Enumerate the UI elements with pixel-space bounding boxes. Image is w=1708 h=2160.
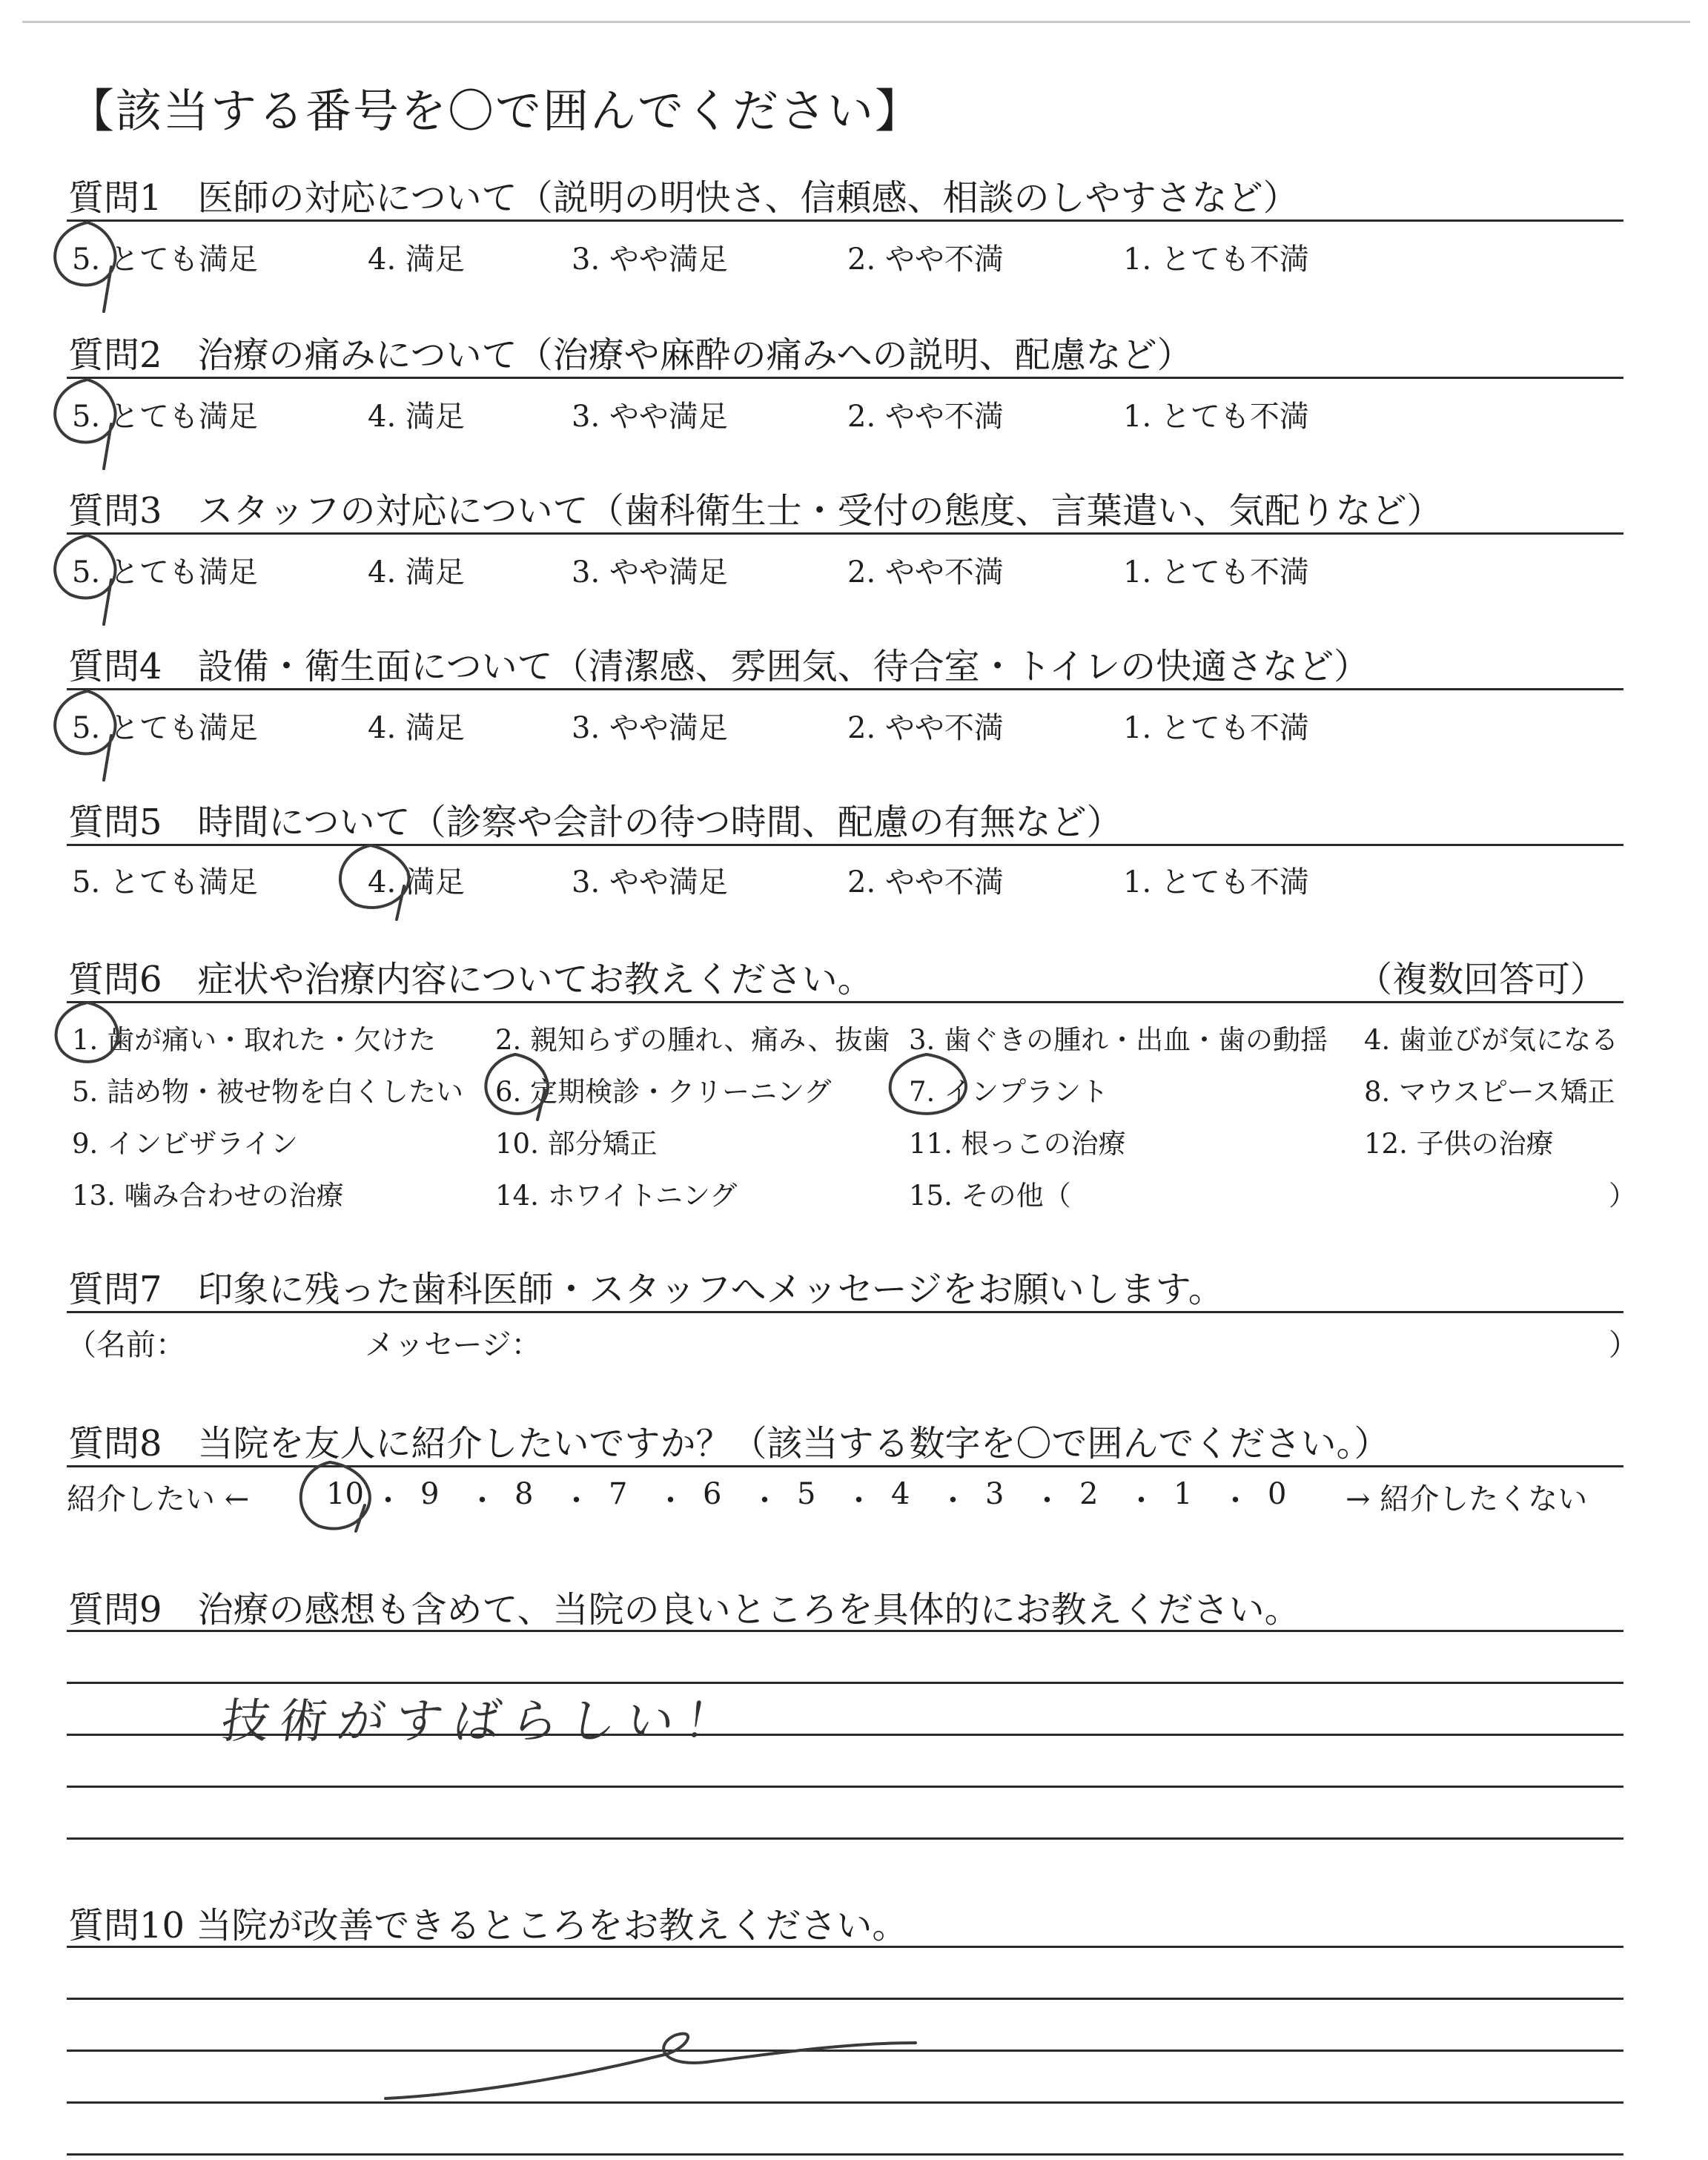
- rule: [67, 377, 1623, 379]
- q6-option-2[interactable]: 2. 親知らずの腫れ、痛み、抜歯: [495, 1024, 890, 1056]
- scale-value-3[interactable]: 3: [985, 1477, 1004, 1511]
- top-rule: [22, 21, 1690, 23]
- scale-separator: ・: [1032, 1484, 1062, 1518]
- question-6-heading: 質問6 症状や治療内容についてお教えください。: [68, 959, 873, 1000]
- scale-value-4[interactable]: 4: [891, 1477, 910, 1511]
- q6-option-15[interactable]: 15. その他（: [909, 1180, 1071, 1212]
- rule: [67, 844, 1623, 846]
- q1-option-4[interactable]: 4. 満足: [368, 242, 465, 277]
- name-label: （名前：: [67, 1328, 185, 1362]
- scale-separator: ・: [938, 1484, 968, 1518]
- q1-option-5[interactable]: 5. とても満足: [72, 242, 258, 277]
- rule: [67, 1311, 1623, 1313]
- q2-option-4[interactable]: 4. 満足: [368, 400, 465, 434]
- q6-option-3[interactable]: 3. 歯ぐきの腫れ・出血・歯の動揺: [909, 1024, 1328, 1056]
- q2-option-2[interactable]: 2. やや不満: [847, 400, 1004, 434]
- recommend-left-label: 紹介したい ←: [67, 1482, 250, 1516]
- q1-option-1[interactable]: 1. とても不満: [1123, 242, 1309, 277]
- q4-option-1[interactable]: 1. とても不満: [1123, 711, 1309, 745]
- q5-option-5[interactable]: 5. とても満足: [72, 865, 258, 899]
- rule: [67, 1001, 1623, 1003]
- q6-option-4[interactable]: 4. 歯並びが気になる: [1364, 1024, 1619, 1056]
- answer-line: [67, 2101, 1623, 2104]
- q1-option-2[interactable]: 2. やや不満: [847, 242, 1004, 277]
- q4-option-5[interactable]: 5. とても満足: [72, 711, 258, 745]
- q4-option-4[interactable]: 4. 満足: [368, 711, 465, 745]
- q2-option-3[interactable]: 3. やや満足: [572, 400, 728, 434]
- q1-option-3[interactable]: 3. やや満足: [572, 242, 728, 277]
- scale-separator: ・: [373, 1484, 403, 1518]
- q6-option-1[interactable]: 1. 歯が痛い・取れた・欠けた: [72, 1024, 437, 1056]
- question-8-heading: 質問8 当院を友人に紹介したいですか？（該当する数字を〇で囲んでください。）: [68, 1423, 1390, 1464]
- answer-line: [67, 1998, 1623, 2000]
- question-1-heading: 質問1 医師の対応について（説明の明快さ、信頼感、相談のしやすさなど）: [68, 177, 1299, 219]
- question-9-heading: 質問9 治療の感想も含めて、当院の良いところを具体的にお教えください。: [68, 1589, 1300, 1631]
- answer-line: [67, 2050, 1623, 2052]
- q3-option-3[interactable]: 3. やや満足: [572, 555, 728, 589]
- answer-line: [67, 2153, 1623, 2156]
- scale-separator: ・: [1126, 1484, 1156, 1518]
- answer-line: [67, 1837, 1623, 1840]
- scale-value-2[interactable]: 2: [1079, 1477, 1099, 1511]
- scale-value-7[interactable]: 7: [609, 1477, 628, 1511]
- scale-separator: ・: [1220, 1484, 1251, 1518]
- q5-option-2[interactable]: 2. やや不満: [847, 865, 1004, 899]
- scale-value-5[interactable]: 5: [797, 1477, 816, 1511]
- rule: [67, 1946, 1623, 1948]
- multiple-answers-note: （複数回答可）: [1357, 959, 1606, 1000]
- q4-option-3[interactable]: 3. やや満足: [572, 711, 728, 745]
- scale-value-10[interactable]: 10: [326, 1477, 364, 1511]
- scale-separator: ・: [655, 1484, 686, 1518]
- rule: [67, 1465, 1623, 1467]
- message-label: メッセージ：: [365, 1328, 541, 1362]
- rule: [67, 688, 1623, 690]
- q6-option-7[interactable]: 7. インプラント: [909, 1076, 1109, 1108]
- q6-option-8[interactable]: 8. マウスピース矯正: [1364, 1076, 1615, 1108]
- scale-value-0[interactable]: 0: [1268, 1477, 1287, 1511]
- q3-option-5[interactable]: 5. とても満足: [72, 555, 258, 589]
- message-close-paren: ）: [1609, 1328, 1638, 1362]
- question-5-heading: 質問5 時間について（診察や会計の待つ時間、配慮の有無など）: [68, 802, 1122, 843]
- q6-option-12[interactable]: 12. 子供の治療: [1364, 1128, 1554, 1160]
- q6-other-close-paren: ）: [1609, 1180, 1636, 1212]
- q6-option-14[interactable]: 14. ホワイトニング: [495, 1180, 738, 1212]
- q9-handwritten-answer[interactable]: 技術がすばらしい！: [217, 1694, 747, 1749]
- form-title: 【該当する番号を〇で囲んでください】: [68, 84, 923, 138]
- q10-scribble: [385, 2034, 916, 2098]
- question-3-heading: 質問3 スタッフの対応について（歯科衛生士・受付の態度、言葉遣い、気配りなど）: [68, 490, 1443, 532]
- q5-option-3[interactable]: 3. やや満足: [572, 865, 728, 899]
- q5-option-1[interactable]: 1. とても不満: [1123, 865, 1309, 899]
- scale-value-1[interactable]: 1: [1174, 1477, 1193, 1511]
- q5-option-4[interactable]: 4. 満足: [368, 865, 465, 899]
- scale-separator: ・: [844, 1484, 874, 1518]
- question-7-heading: 質問7 印象に残った歯科医師・スタッフへメッセージをお願いします。: [68, 1269, 1224, 1310]
- rule: [67, 532, 1623, 535]
- rule: [67, 1630, 1623, 1632]
- recommend-right-label: → 紹介したくない: [1345, 1482, 1588, 1516]
- question-10-heading: 質問10 当院が改善できるところをお教えください。: [68, 1905, 908, 1946]
- rule: [67, 219, 1623, 222]
- q3-option-1[interactable]: 1. とても不満: [1123, 555, 1309, 589]
- q4-option-2[interactable]: 2. やや不満: [847, 711, 1004, 745]
- scale-value-6[interactable]: 6: [703, 1477, 722, 1511]
- q6-option-13[interactable]: 13. 噛み合わせの治療: [72, 1180, 344, 1212]
- q6-option-9[interactable]: 9. インビザライン: [72, 1128, 298, 1160]
- q3-option-2[interactable]: 2. やや不満: [847, 555, 1004, 589]
- question-2-heading: 質問2 治療の痛みについて（治療や麻酔の痛みへの説明、配慮など）: [68, 334, 1193, 376]
- scale-value-8[interactable]: 8: [514, 1477, 534, 1511]
- q2-option-5[interactable]: 5. とても満足: [72, 400, 258, 434]
- question-4-heading: 質問4 設備・衛生面について（清潔感、雰囲気、待合室・トイレの快適さなど）: [68, 646, 1370, 687]
- q6-option-5[interactable]: 5. 詰め物・被せ物を白くしたい: [72, 1076, 464, 1108]
- scale-separator: ・: [467, 1484, 497, 1518]
- answer-line: [67, 1786, 1623, 1788]
- q6-option-6[interactable]: 6. 定期検診・クリーニング: [495, 1076, 832, 1108]
- q3-option-4[interactable]: 4. 満足: [368, 555, 465, 589]
- q6-option-11[interactable]: 11. 根っこの治療: [909, 1128, 1126, 1160]
- scale-separator: ・: [561, 1484, 592, 1518]
- scale-value-9[interactable]: 9: [420, 1477, 440, 1511]
- q6-option-10[interactable]: 10. 部分矯正: [495, 1128, 658, 1160]
- q2-option-1[interactable]: 1. とても不満: [1123, 400, 1309, 434]
- scale-separator: ・: [749, 1484, 780, 1518]
